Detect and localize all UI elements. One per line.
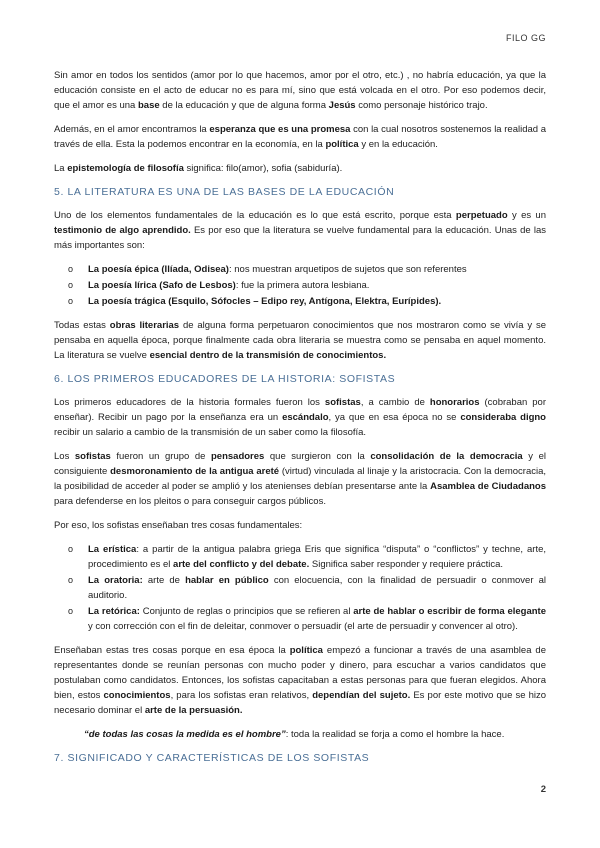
section-heading: 7. SIGNIFICADO Y CARACTERÍSTICAS DE LOS SOFISTAS: [54, 752, 370, 764]
section-heading: 6. LOS PRIMEROS EDUCADORES DE LA HISTORIA: SOFISTAS: [54, 373, 396, 385]
paragraph: Por eso, los sofistas enseñaban tres cosas fundamentales:: [54, 520, 303, 531]
paragraph: Uno de los elementos fundamentales de la educación es lo que está escrito, porque esta perpetuado y es un testimonio de algo aprendido. Es por eso que la literatura se vuelve fundamental para la educación. Unas de las más importantes son:: [54, 210, 546, 251]
paragraph: Además, en el amor encontramos la esperanza que es una promesa con la cual nosotros sostenemos la realidad a través de ella. Esta la podemos encontrar en la economía, en la política y en la educación.: [54, 124, 546, 150]
paragraph: Los primeros educadores de la historia formales fueron los sofistas, a cambio de honorarios (cobraban por enseñar). Recibir un pago por la enseñanza era un escándalo, ya que en esa época no se consideraba digno recibir un salario a cambio de la transmisión de un saber como la filosofía.: [54, 397, 547, 438]
list-item: o La poesía trágica (Esquilo, Sófocles – Edipo rey, Antígona, Elektra, Eurípides).: [54, 294, 546, 309]
page-number: 2: [540, 784, 546, 795]
list-item: o La retórica: Conjunto de reglas o principios que se refieren al arte de hablar o escribir de forma elegante y con corrección con el fin de deleitar, conmover o persuadir (el arte de persuadir y convencer al otro).: [54, 604, 546, 634]
running-header: FILO GG: [505, 33, 546, 43]
list-item: o La poesía lírica (Safo de Lesbos): fue la primera autora lesbiana.: [54, 278, 546, 293]
quote-paragraph: “de todas las cosas la medida es el hombre”: toda la realidad se forja a como el hombre la hace.: [84, 729, 505, 740]
bullet-list: [54, 542, 546, 634]
list-item: o La poesía épica (Ilíada, Odisea): nos muestran arquetipos de sujetos que son referentes: [54, 262, 546, 277]
bullet-list: [54, 262, 546, 309]
paragraph: Sin amor en todos los sentidos (amor por lo que hacemos, amor por el otro, etc.) , no habría educación, ya que la educación consiste en el acto de educar no es para mí, sino que está volcada en el otro. Por eso podemos decir, que el amor es una base de la educación y que de alguna forma Jesús como personaje histórico trajo.: [54, 70, 546, 111]
list-item: o La erística: a partir de la antigua palabra griega Eris que significa “disputa” o “conflictos” y techne, arte, procedimiento es el arte del conflicto y del debate. Significa saber responder y requiere práctica.: [54, 542, 546, 572]
paragraph: Enseñaban estas tres cosas porque en esa época la política empezó a funcionar a través de una asamblea de representantes donde se reunían personas con mucho poder y dinero, para escuchar a varios candidatos que postulaban como candidatos. Entonces, los sofistas capacitaban a estas personas para que fueran elegidos. Ahora bien, estos conocimientos, para los sofistas eran relativos, dependían del sujeto. Es por este motivo que se hizo necesario dominar el arte de la persuasión.: [54, 645, 547, 716]
paragraph: La epistemología de filosofía significa: filo(amor), sofia (sabiduría).: [54, 163, 343, 174]
document-body: [54, 68, 546, 774]
list-item: o La oratoria: arte de hablar en público con elocuencia, con la finalidad de persuadir o conmover al auditorio.: [54, 573, 546, 603]
paragraph: Los sofistas fueron un grupo de pensadores que surgieron con la consolidación de la democracia y el consiguiente desmoronamiento de la antigua areté (virtud) vinculada al linaje y la aristocracia. Con la democracia, la posibilidad de acceder al poder se amplió y los atenienses debían presentarse ante la Asamblea de Ciudadanos para defenderse en los pleitos o para conseguir cargos públicos.: [54, 451, 547, 507]
paragraph: Todas estas obras literarias de alguna forma perpetuaron conocimientos que nos mostraron como se vivía y se pensaba en aquella época, porque finalmente cada obra literaria se muestra como se pensaba en aquel momento. La literatura se vuelve esencial dentro de la transmisión de conocimientos.: [54, 320, 547, 361]
section-heading: 5. LA LITERATURA ES UNA DE LAS BASES DE LA EDUCACIÓN: [54, 186, 395, 198]
